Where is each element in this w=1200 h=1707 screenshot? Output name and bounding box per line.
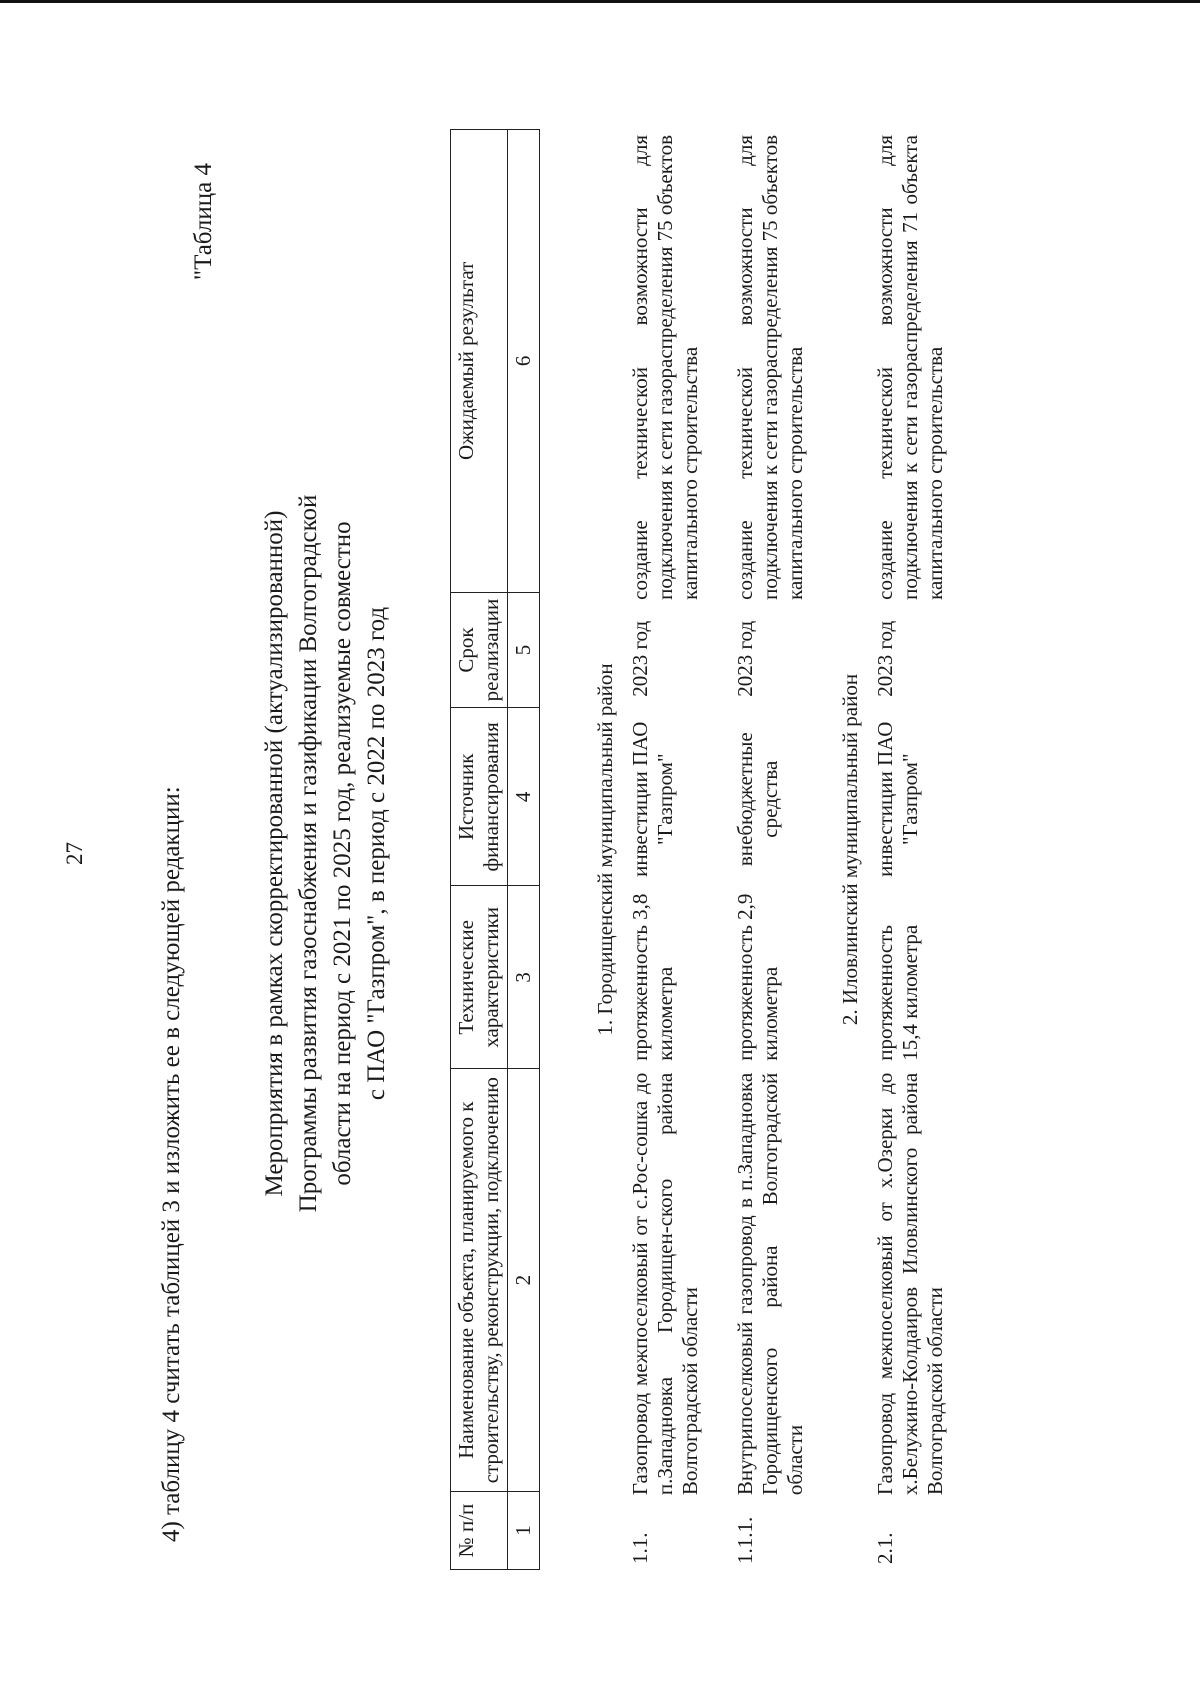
- table-heading: [258, 0, 394, 1707]
- column-number: 5: [508, 592, 540, 708]
- table-label: "Таблица 4: [190, 163, 217, 281]
- tech-characteristics: протяженность 3,8 километра: [628, 893, 677, 1061]
- header-cell-tech: Технические характеристики: [451, 886, 508, 1069]
- table-body: [585, 129, 948, 1570]
- table-row: [733, 129, 808, 1570]
- column-number: 2: [508, 1069, 540, 1492]
- heading-line: Программы развития газоснабжения и газификации Волгоградской: [295, 494, 322, 1213]
- implementation-term: 2023 год: [873, 620, 897, 697]
- intro-text: 4) таблицу 4 считать таблицей 3 и изложить ее в следующей редакции:: [158, 786, 185, 1542]
- heading-line: Мероприятия в рамках скорректированной (актуализированной): [261, 510, 288, 1197]
- implementation-term: 2023 год: [628, 620, 652, 697]
- header-row: [451, 130, 508, 1570]
- section-title: 1. Городищенский муниципальный район: [593, 663, 617, 1036]
- table-row: [873, 129, 948, 1570]
- heading-line: с ПАО "Газпром", в период с 2022 по 2023 год: [363, 606, 390, 1101]
- section-title-row: [808, 129, 873, 1570]
- object-name: Газопровод межпоселковый от с.Рос-сошка до п.Западновка Городищен-ского района Волгоградской области: [628, 1072, 702, 1496]
- header-cell-term: Срок реализации: [451, 592, 508, 708]
- funding-source: инвестиции ПАО "Газпром": [873, 721, 922, 877]
- expected-result: создание технической возможности для подключения к сети газораспределения 75 объектов капитального строительства: [628, 135, 702, 600]
- tech-characteristics: протяженность 2,9 километра: [733, 893, 782, 1061]
- expected-result: создание технической возможности для подключения к сети газораспределения 75 объектов капитального строительства: [733, 135, 807, 600]
- row-number: 2.1.: [873, 1532, 897, 1564]
- header-cell-source: Источник финансирования: [451, 708, 508, 886]
- table-row: [628, 129, 703, 1570]
- object-name: Газопровод межпоселковый от х.Озерки до х.Белужино-Колдаиров Иловлинского района Волгоградской области: [873, 1072, 947, 1496]
- row-number: 1.1.: [628, 1532, 652, 1564]
- object-name: Внутрипоселковый газопровод в п.Западновка Городищенского района Волгоградской области: [733, 1072, 807, 1496]
- tech-characteristics: протяженность 15,4 километра: [873, 924, 922, 1061]
- section-title-row: [585, 129, 628, 1570]
- column-number-row: [508, 130, 540, 1570]
- header-cell-name: Наименование объекта, планируемого к строительству, реконструкции, подключению: [451, 1069, 508, 1492]
- funding-source: внебюджетные средства: [733, 732, 782, 867]
- implementation-term: 2023 год: [733, 620, 757, 697]
- section-title: 2. Иловлинский муниципальный район: [838, 673, 862, 1026]
- column-number: 3: [508, 886, 540, 1069]
- expected-result: создание технической возможности для подключения к сети газораспределения 71 объекта капитального строительства: [873, 135, 947, 600]
- header-cell-num: № п/п: [451, 1492, 508, 1570]
- header-cell-result: Ожидаемый результат: [451, 130, 508, 593]
- column-number: 6: [508, 130, 540, 593]
- column-number: 4: [508, 708, 540, 886]
- column-number: 1: [508, 1492, 540, 1570]
- heading-line: области на период с 2021 по 2025 год, реализуемые совместно: [329, 521, 356, 1186]
- page-number: 27: [62, 842, 87, 865]
- table-header: [450, 129, 540, 1570]
- funding-source: инвестиции ПАО "Газпром": [628, 721, 677, 877]
- row-number: 1.1.1.: [733, 1516, 757, 1564]
